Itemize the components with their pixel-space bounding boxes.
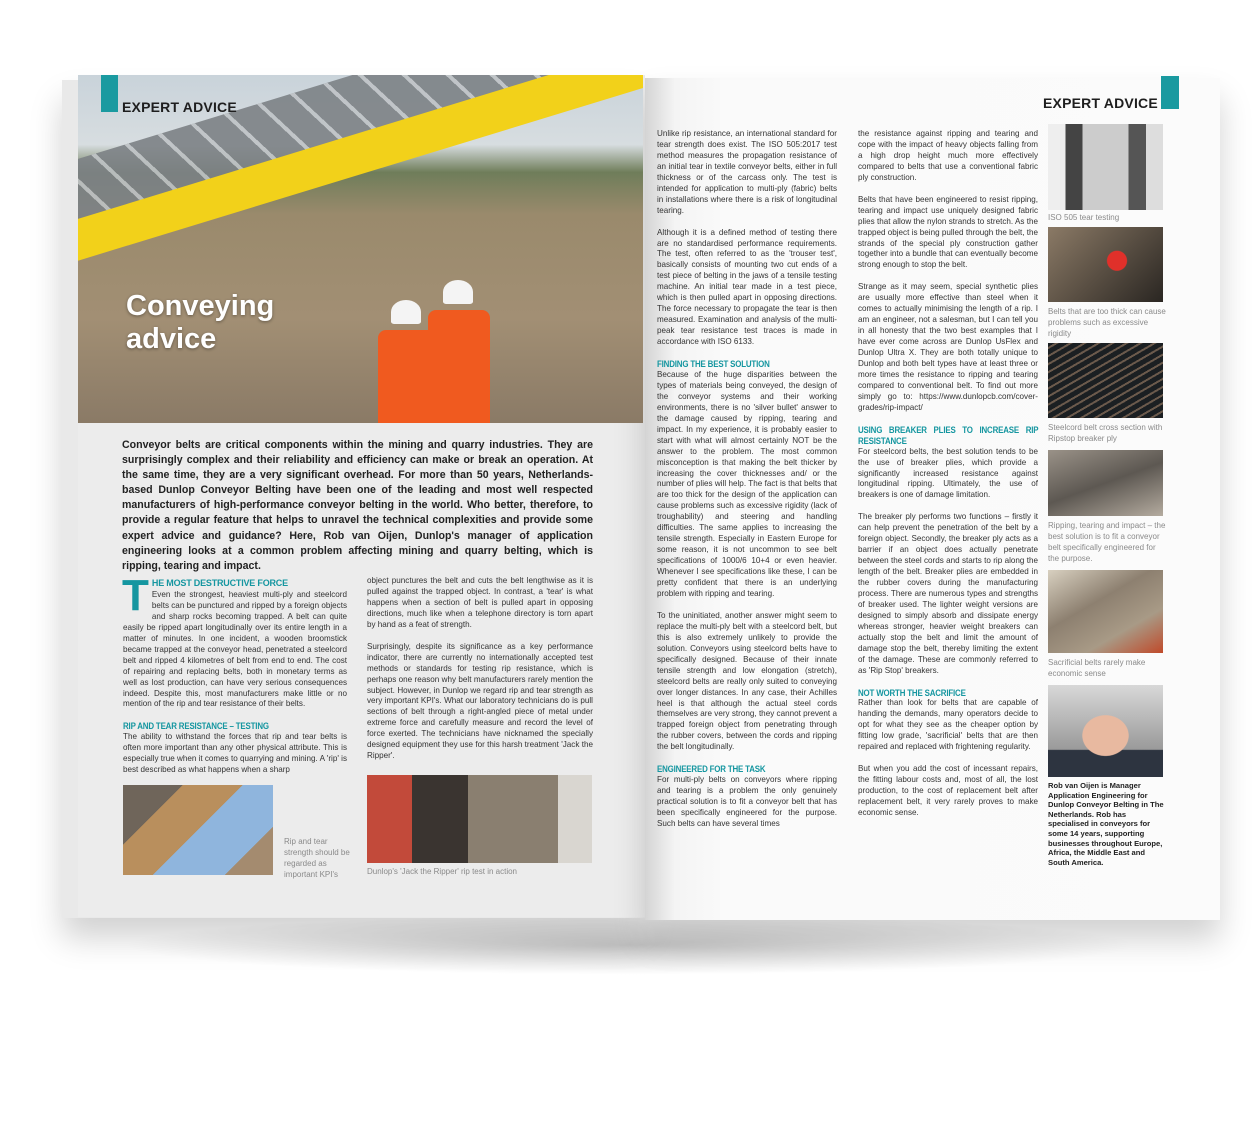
paragraph: For multi-ply belts on conveyors where ripping and tearing is a problem the only genuinely practical solution is to fit a conveyor belt that has been specifically engineered for the purpose. Such belts can have several times	[657, 775, 837, 828]
tear-testing-photo	[1048, 124, 1163, 210]
rocks-photo	[123, 785, 273, 875]
paragraph: Because of the huge disparities between the types of materials being conveyed, the design of the conveyor systems and their working environments, there is no 'silver bullet' answer to the damage caused by ripping, tearing and impact. In my experience, it is probably easier to start with what will almost certainly NOT be the answer to the problem. The most common misconception is that making the belt thicker by increasing the cover thicknesses and/ or the number of plies will help. The fact is that belts that are too thick for the design of the application can cause problems such as excessive rigidity (lack of troughability) and steering and handling difficulties. The same applies to increasing the tensile strength. Especially in Eastern Europe for some reason, it is not uncommon to see belt specifications of 1000/6 10+4 or even heavier. Whenever I see specifications like these, I can be pretty confident that there is an underlying problem with ripping and tearing.	[657, 369, 837, 598]
caption: ISO 505 tear testing	[1048, 213, 1120, 222]
thick-belt-photo	[1048, 227, 1163, 302]
caption: Steelcord belt cross section with Ripstop breaker ply	[1048, 423, 1163, 443]
paragraph: object punctures the belt and cuts the belt lengthwise as it is pulled against the trapped object. In contrast, a 'tear' is what happens when a section of belt is pulled apart in opposing directions, much like when a telephone directory is torn apart by hand as a feat of strength.	[367, 576, 593, 629]
paragraph: Belts that have been engineered to resist ripping, tearing and impact use uniquely designed fabric plies that allow the nylon strands to stretch. As the trapped object is being pulled through the belt, the strands of the special ply construction gather together into a bundle that can eventually become strong enough to stop the belt.	[858, 194, 1038, 270]
caption: Ripping, tearing and impact – the best solution is to fit a conveyor belt specifically engineered for the purpose.	[1048, 521, 1166, 563]
heading: ENGINEERED FOR THE TASK	[657, 764, 766, 775]
accent-bar-right	[1161, 76, 1179, 109]
author-portrait	[1048, 685, 1163, 777]
paragraph: Although it is a defined method of testing there are no standardised performance requirements. The test, often referred to as the 'trouser test', basically consists of mounting two cut ends of a test piece of belting in the jaws of a tensile testing machine. An initial tear made in a test piece, which is then pulled apart in opposing directions. The force necessary to propagate the tear is then measured. Examination and analysis of the multi-peak tear resistance test traces is made in accordance with ISO 6133.	[657, 227, 837, 347]
author-bio: Rob van Oijen is Manager Application Engineering for Dunlop Conveyor Belting in The Netherlands. Rob has specialised in conveyors for some 14 years, supporting businesses throughout Europe, Africa, the Middle East and South America.	[1048, 781, 1164, 867]
paragraph: The ability to withstand the forces that rip and tear belts is often more important than any other physical attribute. This is especially true when it comes to quarrying and mining. A 'rip' is best described as what happens when a sharp	[123, 732, 347, 775]
paragraph: the resistance against ripping and tearing and cope with the impact of heavy objects falling from a high drop height much more effectively compared to belts that use a conventional fabric ply construction.	[858, 129, 1038, 182]
title-line-1: Conveying	[126, 290, 275, 322]
heading: NOT WORTH THE SACRIFICE	[858, 687, 966, 698]
paragraph: Even the strongest, heaviest multi-ply and steelcord belts can be punctured and ripped by a foreign objects and sharp rocks becoming trapped. A belt can quite easily be ripped apart longitudinally over its entire length in a matter of minutes. In one incident, a wooden broomstick became trapped at the conveyor head, penetrated a steelcord belt and ripped 4 kilometres of belt from end to end. The cost of repairing and replacing belts, both in monetary terms as well as lost production, can have very serious consequences indeed. Despite this, most manufacturers make little or no mention of the rip and tear resistance of their belts.	[123, 589, 347, 709]
section-label-left: EXPERT ADVICE	[122, 99, 237, 115]
drop-cap: T	[122, 571, 149, 620]
sacrificial-belt-photo	[1048, 570, 1163, 653]
heading: HE MOST DESTRUCTIVE FORCE	[151, 578, 288, 588]
right-column-1	[657, 129, 837, 841]
hero-photo	[78, 75, 643, 423]
heading: FINDING THE BEST SOLUTION	[657, 358, 770, 369]
left-column-2	[367, 576, 593, 773]
ripper-photo	[367, 775, 592, 863]
left-column-1	[122, 571, 347, 787]
ripping-photo	[1048, 450, 1163, 516]
accent-bar-left	[101, 75, 118, 112]
caption: Rip and tear strength should be regarded as important KPI's	[284, 837, 350, 879]
heading: RIP AND TEAR RESISTANCE – TESTING	[123, 721, 269, 732]
heading: USING BREAKER PLIES TO INCREASE RIP RESISTANCE	[858, 424, 1039, 446]
caption: Dunlop's 'Jack the Ripper' rip test in action	[367, 867, 517, 876]
caption: Belts that are too thick can cause problems such as excessive rigidity	[1048, 307, 1166, 338]
caption: Sacrificial belts rarely make economic sense	[1048, 658, 1146, 678]
paragraph: To the uninitiated, another answer might seem to replace the multi-ply belt with a steelcord belt, but this is also extremely unlikely to provide the solution. Conveyors using steelcord belts have to specifically designed. Because of their innate tensile strength and low elongation (stretch), steelcord belts are really only suited to conveying over longer distances. In any case, their Achilles heel is that although the actual steel cords themselves are very strong, they cannot prevent a trapped foreign object from penetrating through the rubber covers, between the cords and ripping the belt longitudinally.	[657, 610, 837, 752]
paragraph: Strange as it may seem, special synthetic plies are usually more effective than steel when it comes to actually minimising the length of a rip. I am an engineer, not a salesman, but I can tell you in all honesty that the two best examples that I have ever come across are Dunlop UsFlex and Dunlop Ultra X. They are both totally unique to Dunlop and both belt types have at least three or more times the resistance to ripping and tearing compared to conventional belt. To find out more simply go to: https://www.dunlopcb.com/cover-grades/rip-impact/	[858, 282, 1038, 412]
section-label-right: EXPERT ADVICE	[1043, 95, 1158, 111]
paragraph: Unlike rip resistance, an international standard for tear strength does exist. The ISO 505:2017 test method measures the propagation resistance of an initial tear in textile conveyor belts, either in full thickness or of the carcass only. The test is intended for application to multi-ply (fabric) belts in installations where there is a risk of longitudinal tearing.	[657, 129, 837, 215]
paragraph: Rather than look for belts that are capable of handing the demands, many operators decide to opt for what they see as the cheaper option by fitting low grade, 'sacrificial' belts that are then repaired and replaced with frightening regularity.	[858, 698, 1038, 752]
paragraph: The breaker ply performs two functions – firstly it can help prevent the penetration of the belt by a foreign object. Secondly, the breaker ply acts as a barrier if an object does actually penetrate between the steel cords and starts to rip along the length of the belt. Breaker plies are embedded in the rubber covers during the manufacturing process. There are numerous types and strengths of breaker used. The lighter weight versions are designed to simply absorb and dissipate energy whereas stronger, heavier weight breakers can actually stop the belt and limit the amount of damage stop the belt, thereby limiting the extent of the damage. These are commonly referred to as 'Rip Stop' breakers.	[858, 512, 1038, 675]
right-column-2	[858, 129, 1038, 830]
title-line-2: advice	[126, 323, 217, 355]
spread-shadow	[120, 915, 1140, 975]
article-title	[126, 290, 274, 356]
cross-section-photo	[1048, 343, 1163, 418]
paragraph: But when you add the cost of incessant repairs, the fitting labour costs and, most of all, the lost production, to the cost of replacement belt after replacement belt, it very rarely proves to make economic sense.	[858, 764, 1038, 817]
paragraph: Surprisingly, despite its significance as a key performance indicator, there are currently no internationally accepted test methods or standards for testing rip resistance, which is perhaps one reason why belt manufacturers rarely mention the subject. However, in Dunlop we regard rip and tear strength as very important KPI's. What our laboratory technicians do is pull sections of belt through a right-angled piece of metal under extreme force and carefully measure and record the level of force exerted. The technicians have nicknamed the specially designed equipment they use for this harsh treatment 'Jack the Ripper'.	[367, 641, 593, 761]
paragraph: For steelcord belts, the best solution tends to be the use of breaker plies, which provide a significantly increased resistance against longitudinal ripping. Ultimately, the use of breakers is one of damage limitation.	[858, 446, 1038, 500]
lead-paragraph: Conveyor belts are critical components within the mining and quarry industries. They are surprisingly complex and their reliability and efficiency can make or break an operation. At the same time, they are a very significant overhead. For more than 50 years, Netherlands-based Dunlop Conveyor Belting have been one of the leading and most well respected manufacturers of high-performance conveyor belting in the world. Who better, therefore, to provide a regular feature that helps to unravel the technical complexities and provide some expert advice and guidance? Here, Rob van Oijen, Dunlop's manager of application engineering looks at a common problem affecting mining and quarry belting, which is ripping, tearing and impact.	[122, 439, 593, 572]
